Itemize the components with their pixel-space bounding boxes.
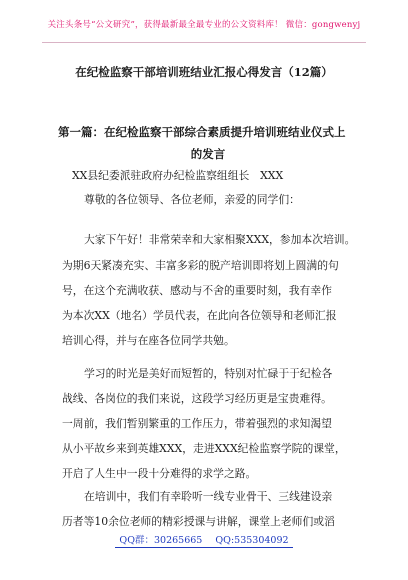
body-line: XX县纪委派驻政府办纪检监察组组长 XXX <box>72 169 284 182</box>
section-title-line-2: 的发言 <box>190 147 226 161</box>
section-title <box>58 121 358 165</box>
body-line: 从小平故乡来到英雄XXX，走进XXX纪检监察学院的课堂， <box>62 442 346 455</box>
body-line: 历者等10余位老师的精彩授课与讲解，课堂上老师们或滔 <box>62 515 335 528</box>
body-line: 尊敬的各位领导、各位老师，亲爱的同学们： <box>84 193 300 206</box>
section-title-line-1: 第一篇：在纪检监察干部综合素质提升培训班结业仪式上 <box>58 125 346 139</box>
page-header-banner: 关注头条号“公文研究”，获得最新最全最专业的公文资料库！ 微信：gongwenyj <box>47 20 361 30</box>
header-divider <box>42 42 366 43</box>
body-line: 大家下午好！非常荣幸和大家相聚XXX，参加本次培训。 <box>84 233 356 246</box>
body-line: 在培训中，我们有幸聆听一线专业骨干、三线建设亲 <box>84 490 333 503</box>
document-title: 在纪检监察干部培训班结业汇报心得发言（12篇） <box>75 65 333 79</box>
body-line: 号，在这个充满收获、感动与不舍的重要时刻，我有幸作 <box>62 284 332 297</box>
body-line: 学习的时光是美好而短暂的，特别对忙碌于于纪检各 <box>84 367 333 380</box>
body-line: 培训心得，并与在座各位同学共勉。 <box>62 334 235 347</box>
body-line: 为本次XX（地名）学员代表，在此向各位领导和老师汇报 <box>62 309 337 322</box>
footer-underline <box>115 547 293 548</box>
body-line: 开启了人生中一段十分难得的求学之路。 <box>62 467 257 480</box>
body-line: 战线、各岗位的我们来说，这段学习经历更是宝贵难得。 <box>62 392 332 405</box>
body-line: 一周前，我们暂别繁重的工作压力，带着强烈的求知渴望 <box>62 417 332 430</box>
body-line: 为期6天紧凑充实、丰富多彩的脱产培训即将划上圆满的句 <box>62 259 339 272</box>
footer-contact: QQ群：30265665 QQ:535304092 <box>119 535 289 546</box>
